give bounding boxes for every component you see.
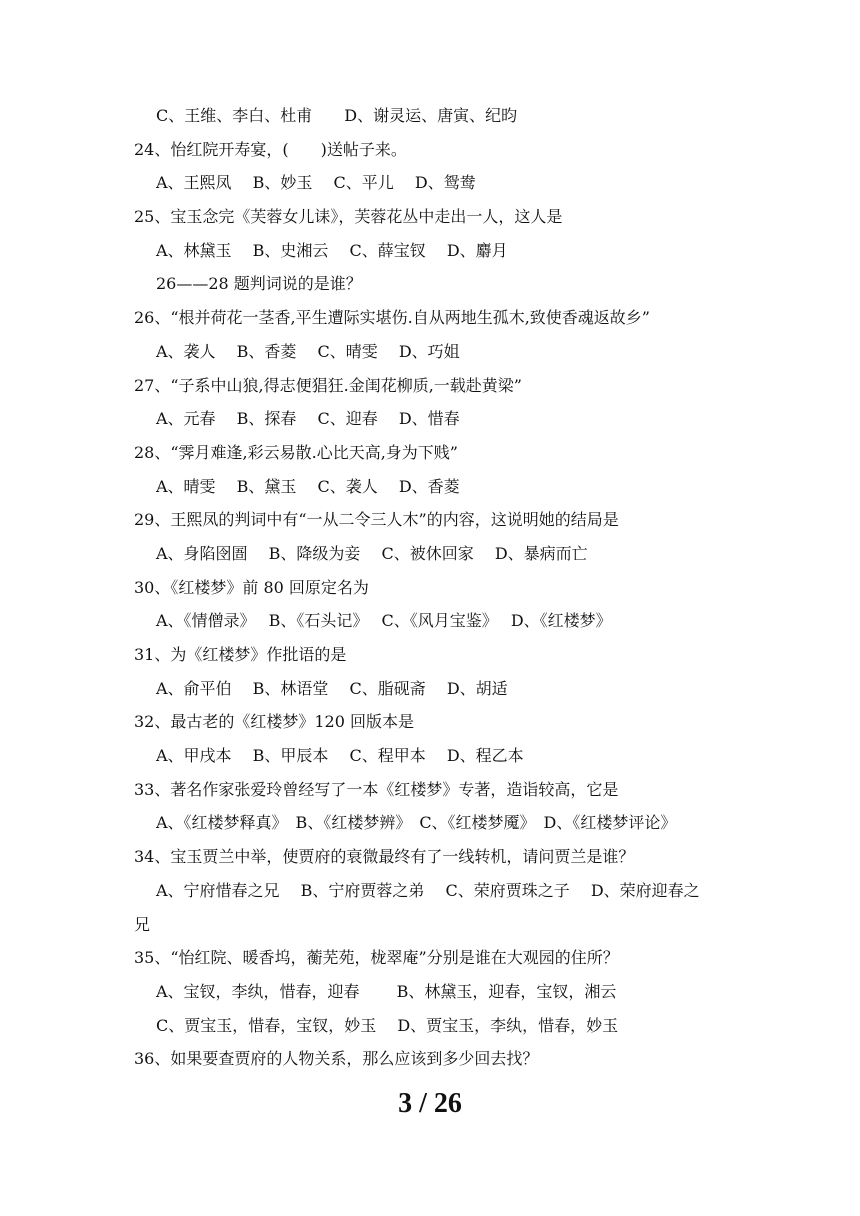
question-text: 30、《红楼梦》前 80 回原定名为 <box>134 577 369 597</box>
question-text: 31、为《红楼梦》作批语的是 <box>134 645 347 664</box>
question-text: 33、著名作家张爱玲曾经写了一本《红楼梦》专著，造诣较高，它是 <box>134 779 619 799</box>
question-text: 34、宝玉贾兰中举，使贾府的衰微最终有了一线转机，请问贾兰是谁？ <box>134 847 635 867</box>
answer-options: A、身陷囹圄 B、降级为妾 C、被休回家 D、暴病而亡 <box>156 543 588 563</box>
answer-options: A、《红楼梦释真》 B、《红楼梦辨》 C、《红楼梦魇》 D、《红楼梦评论》 <box>156 813 677 833</box>
answer-options: A、晴雯 B、黛玉 C、袭人 D、香菱 <box>156 476 460 496</box>
question-text: 36、如果要查贾府的人物关系，那么应该到多少回去找？ <box>134 1049 539 1069</box>
answer-options: A、甲戌本 B、甲辰本 C、程甲本 D、程乙本 <box>156 746 524 766</box>
answer-options: A、元春 B、探春 C、迎春 D、惜春 <box>156 409 460 429</box>
answer-options: A、王熙凤 B、妙玉 C、平儿 D、鸳鸯 <box>156 173 476 193</box>
answer-options: C、王维、李白、杜甫 D、谢灵运、唐寅、纪昀 <box>156 106 518 125</box>
question-text: 28、“霁月难逢,彩云易散.心比天高,身为下贱” <box>134 442 458 462</box>
answer-options: C、贾宝玉，惜春，宝钗，妙玉 D、贾宝玉，李纨，惜春，妙玉 <box>156 1015 619 1035</box>
question-text: 32、最古老的《红楼梦》120 回版本是 <box>134 712 414 732</box>
question-text: 27、“子系中山狼,得志便猖狂.金闺花柳质,一载赴黄梁” <box>134 375 522 395</box>
answer-options: A、《情僧录》 B、《石头记》 C、《风月宝鉴》 D、《红楼梦》 <box>156 611 612 631</box>
question-text: 25、宝玉念完《芙蓉女儿诔》，芙蓉花丛中走出一人，这人是 <box>134 207 563 227</box>
answer-options-continued: 兄 <box>134 914 151 934</box>
question-text: 26、“根并荷花一茎香,平生遭际实堪伤.自从两地生孤木,致使香魂返故乡” <box>134 308 650 328</box>
answer-options: A、宝钗，李纨，惜春，迎春 B、林黛玉，迎春，宝钗，湘云 <box>156 981 617 1001</box>
section-note: 26——28 题判词说的是谁？ <box>156 274 362 294</box>
question-text: 24、怡红院开寿宴，( )送帖子来。 <box>134 139 407 159</box>
answer-options: A、袭人 B、香菱 C、晴雯 D、巧姐 <box>156 341 460 361</box>
page-number: 3 / 26 <box>398 1088 462 1119</box>
answer-options: A、林黛玉 B、史湘云 C、薛宝钗 D、麝月 <box>156 240 508 260</box>
answer-options: A、俞平伯 B、林语堂 C、脂砚斋 D、胡适 <box>156 678 508 698</box>
question-list <box>0 99 860 1076</box>
answer-options: A、宁府惜春之兄 B、宁府贾蓉之弟 C、荣府贾珠之子 D、荣府迎春之 <box>156 880 700 900</box>
question-text: 29、王熙凤的判词中有“一从二令三人木”的内容，这说明她的结局是 <box>134 510 619 530</box>
question-text: 35、“怡红院、暖香坞，蘅芜苑，栊翠庵”分别是谁在大观园的住所？ <box>134 948 619 968</box>
